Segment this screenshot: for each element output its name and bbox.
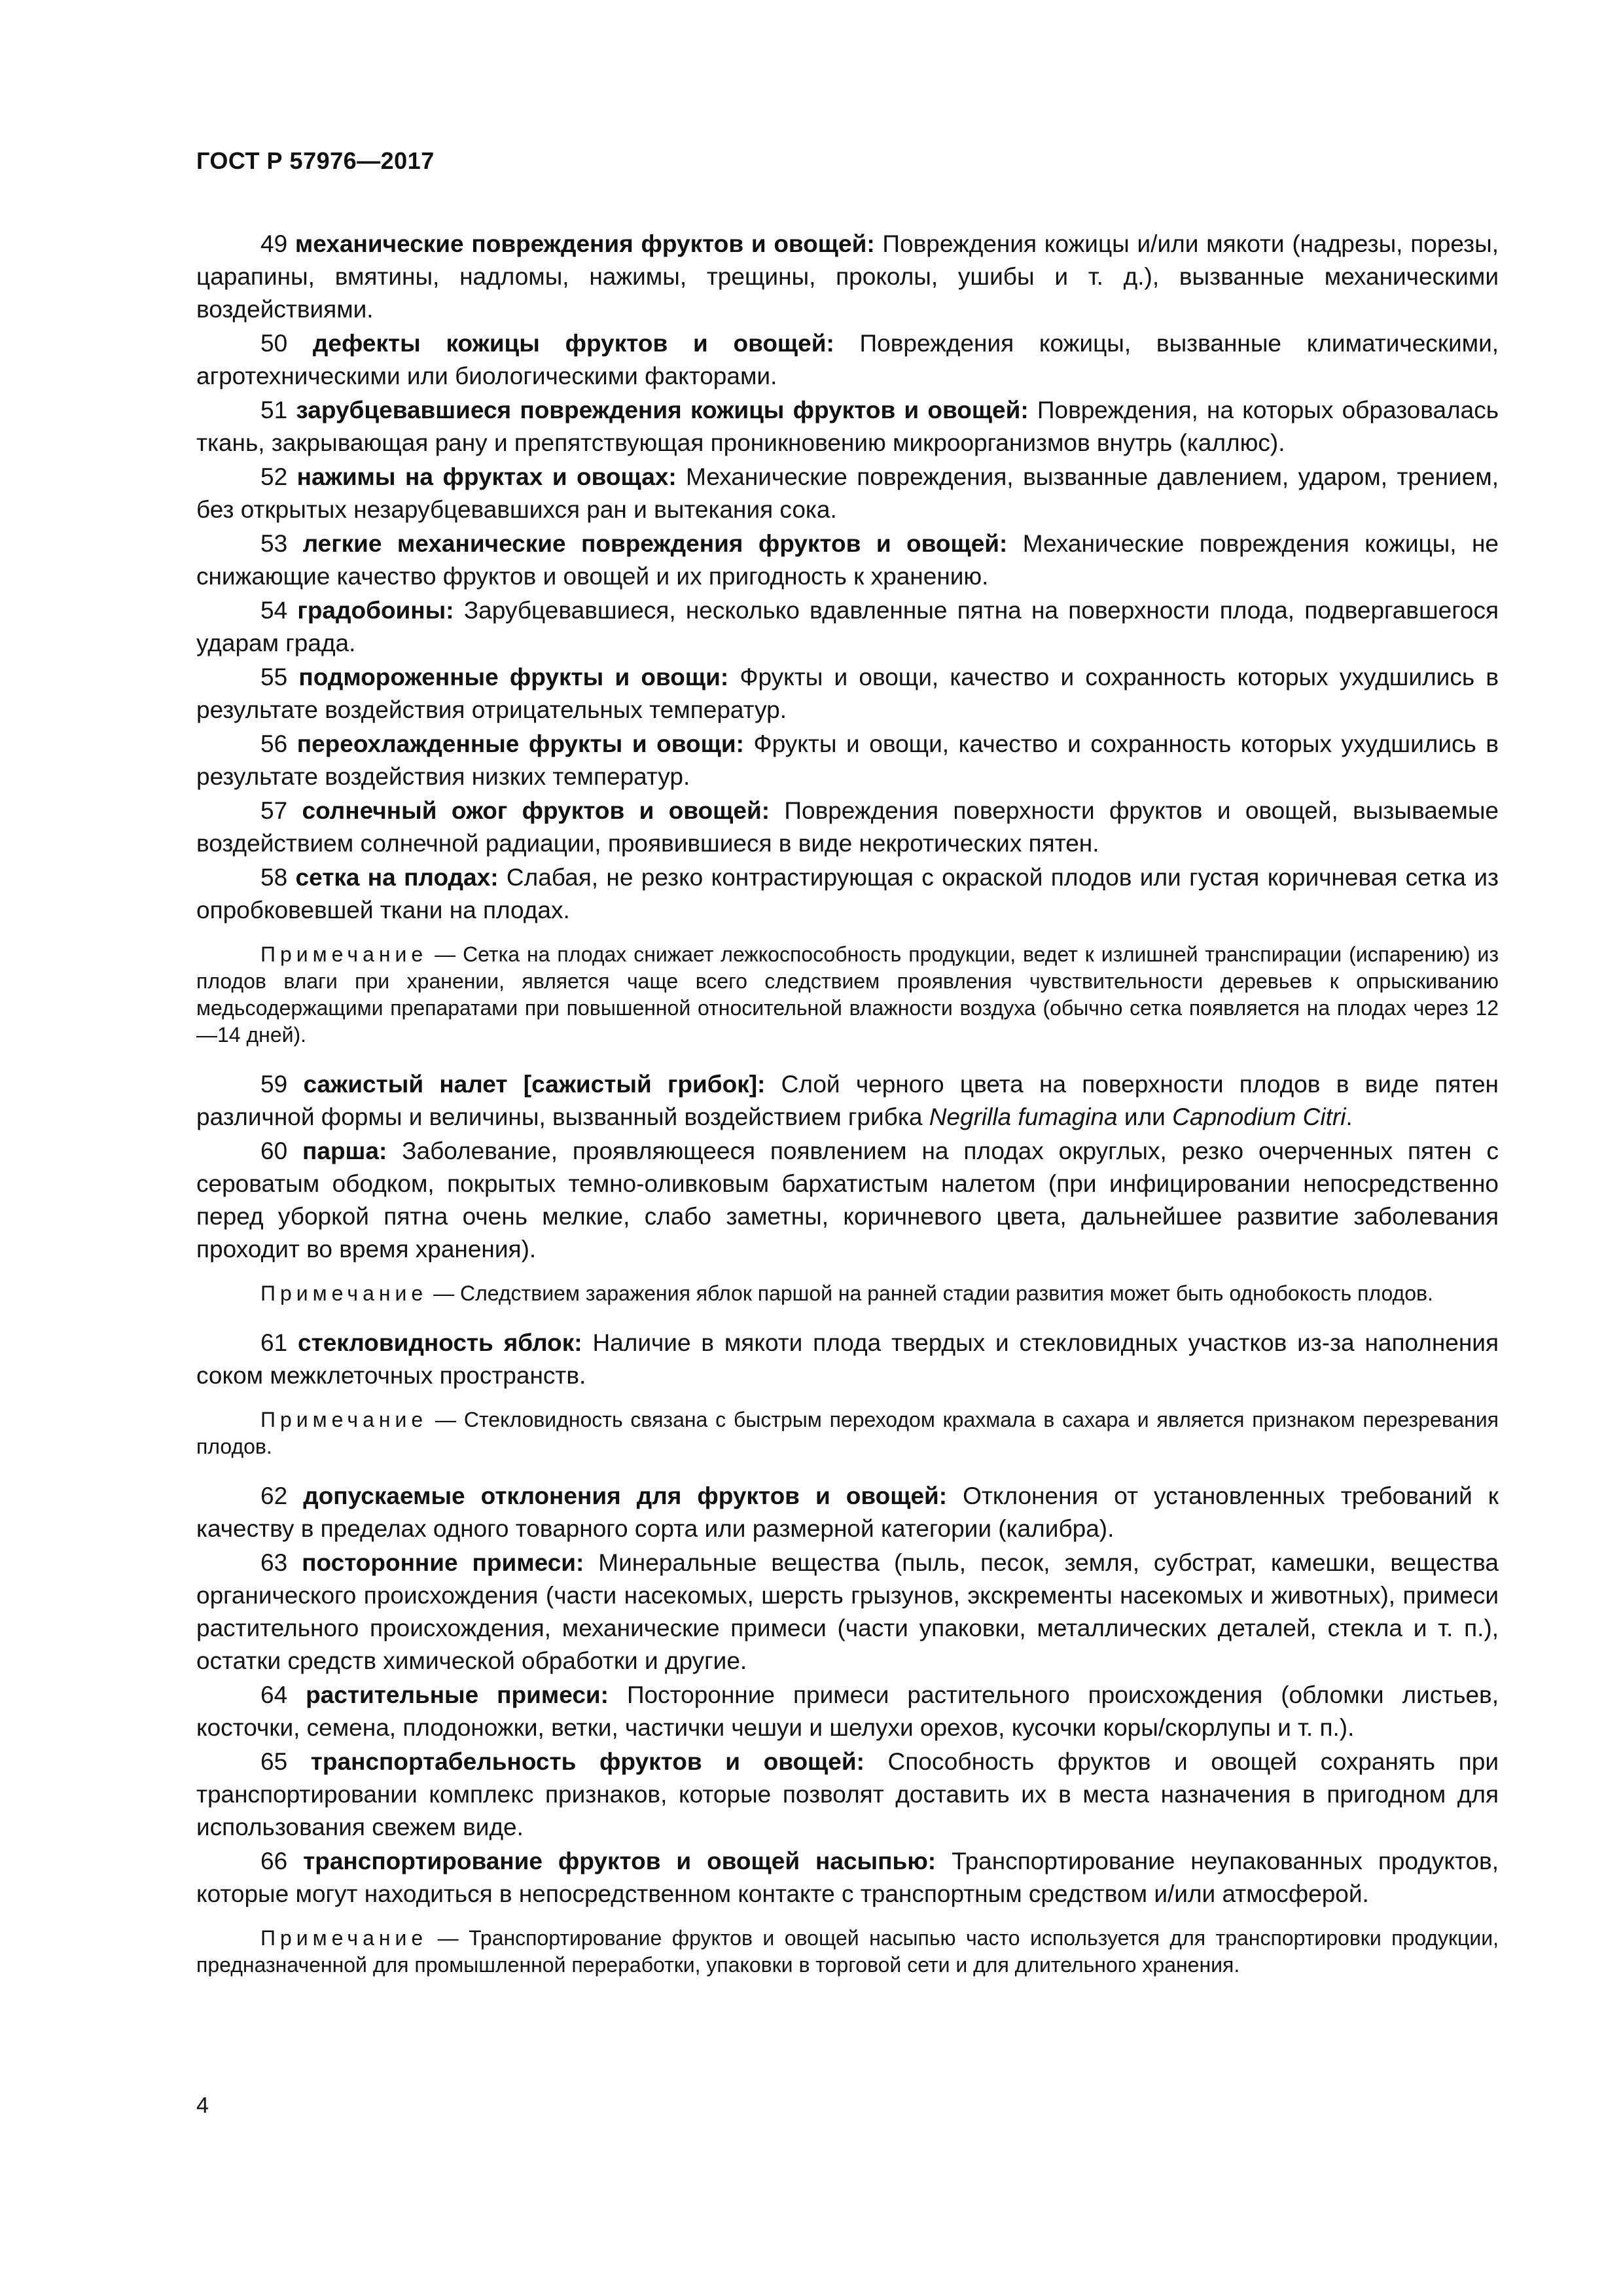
note-60 [196,1280,1499,1307]
term-definition: Способность фруктов и овощей сохранять при транспортировании комплекс признаков, которые позволят доставить их в места назначения в пригодном для использования свежем виде. [196,1748,1499,1840]
term-entry-58 [196,861,1499,927]
note-label: Примечание [260,1926,428,1950]
term-definition-end: . [1346,1103,1353,1130]
term-definition: Наличие в мякоти плода твердых и стекловидных участков из-за наполнения соком межклеточных пространств. [196,1329,1499,1389]
term-entry-61 [196,1327,1499,1392]
term-number: 51 [260,397,288,423]
term-entry-56 [196,728,1499,793]
term-definition: Повреждения, на которых образовалась ткань, закрывающая рану и препятствующая проникновению микроорганизмов внутрь (каллюс). [196,397,1499,456]
term-number: 57 [260,797,288,824]
term-entry-64 [196,1679,1499,1744]
term-number: 59 [260,1071,288,1098]
term-entry-65 [196,1746,1499,1844]
term-name: механические повреждения фруктов и овощей: [294,230,875,257]
term-definition: Слабая, не резко контрастирующая с окраской плодов или густая коричневая сетка из опробковевшей ткани на плодах. [196,864,1499,924]
term-number: 52 [260,463,288,490]
note-dash: — [427,1408,464,1431]
term-number: 49 [260,230,288,257]
term-name: градобоины: [297,597,454,624]
species-name: Negrilla fumagina [929,1103,1118,1130]
term-definition: Повреждения поверхности фруктов и овощей, вызываемые воздействием солнечной радиации, проявившиеся в виде некротических пятен. [196,797,1499,857]
term-name: нажимы на фруктах и овощах: [296,463,677,490]
term-entry-62 [196,1480,1499,1545]
note-dash: — [427,1282,460,1305]
note-text: Стекловидность связана с быстрым переходом крахмала в сахара и является признаком перезревания плодов. [196,1408,1499,1458]
term-entry-60 [196,1135,1499,1266]
note-label: Примечание [260,1282,428,1305]
term-definition: Посторонние примеси растительного происхождения (обломки листьев, косточки, семена, плодоножки, ветки, частички чешуи и шелухи орехов, кусочки коры/скорлупы и т. п.). [196,1681,1499,1741]
term-entry-50 [196,327,1499,393]
term-entry-55 [196,661,1499,726]
term-number: 53 [260,530,288,557]
term-definition: Отклонения от установленных требований к качеству в пределах одного товарного сорта или размерной категории (калибра). [196,1482,1499,1542]
term-name: транспортабельность фруктов и овощей: [310,1748,865,1775]
term-definition: Механические повреждения кожицы, не снижающие качество фруктов и овощей и их пригодность к хранению. [196,530,1499,590]
term-definition: Заболевание, проявляющееся появлением на плодах округлых, резко очерченных пятен с сероватым ободком, покрытых темно-оливковым бархатистым налетом (при инфицировании непосредственно перед уборкой пятна очень мелкие, слабо заметны, коричневого цвета, дальнейшее развитие заболевания проходит во время хранения). [196,1138,1499,1263]
term-name: сетка на плодах: [295,864,499,891]
term-name: стекловидность яблок: [298,1329,582,1356]
term-name: легкие механические повреждения фруктов и овощей: [302,530,1008,557]
term-number: 56 [260,730,288,757]
term-number: 55 [260,664,288,691]
term-entry-59 [196,1068,1499,1134]
term-entry-53 [196,528,1499,593]
note-61 [196,1407,1499,1460]
term-definition-connector: или [1117,1103,1173,1130]
term-entry-54 [196,594,1499,660]
note-label: Примечание [260,942,428,966]
term-name: растительные примеси: [306,1681,609,1708]
note-text: Транспортирование фруктов и овощей насыпью часто используется для транспортировки продукции, предназначенной для промышленной переработки, упаковки в торговой сети и для длительного хранения. [196,1926,1499,1977]
term-entry-49 [196,228,1499,326]
term-number: 60 [260,1138,288,1164]
term-number: 66 [260,1848,288,1874]
note-text: Сетка на плодах снижает лежкоспособность продукции, ведет к излишней транспирации (испарению) из плодов влаги при хранении, является чаще всего следствием проявления чувствительности деревьев к опрыскиванию медьсодержащими препаратами при повышенной относительной влажности воздуха (обычно сетка появляется на плодах через 12—14 дней). [196,942,1499,1047]
term-number: 61 [260,1329,288,1356]
term-name: подмороженные фрукты и овощи: [298,664,729,691]
term-name: солнечный ожог фруктов и овощей: [302,797,770,824]
term-number: 54 [260,597,288,624]
term-number: 64 [260,1681,288,1708]
page-content [196,228,1499,1998]
term-number: 65 [260,1748,288,1775]
term-name: сажистый налет [сажистый грибок]: [303,1071,766,1098]
term-name: зарубцевавшиеся повреждения кожицы фруктов и овощей: [296,397,1029,423]
term-definition: Фрукты и овощи, качество и сохранность которых ухудшились в результате воздействия низких температур. [196,730,1499,790]
term-definition: Повреждения кожицы, вызванные климатическими, агротехническими или биологическими факторами. [196,330,1499,389]
term-name: посторонние примеси: [302,1549,584,1576]
term-definition: Слой черного цвета на поверхности плодов в виде пятен различной формы и величины, вызванный воздействием грибка [196,1071,1499,1130]
page-number: 4 [196,2093,209,2118]
term-definition: Фрукты и овощи, качество и сохранность которых ухудшились в результате воздействия отрицательных температур. [196,664,1499,723]
term-definition: Минеральные вещества (пыль, песок, земля, субстрат, камешки, вещества органического происхождения (части насекомых, шерсть грызунов, экскременты насекомых и животных), примеси растительного происхождения, механические примеси (части упаковки, металлических деталей, стекла и т. п.), остатки средств химической обработки и другие. [196,1549,1499,1674]
note-58 [196,941,1499,1049]
term-entry-52 [196,461,1499,526]
term-number: 63 [260,1549,288,1576]
term-definition: Зарубцевавшиеся, несколько вдавленные пятна на поверхности плода, подвергавшегося ударам града. [196,597,1499,656]
term-entry-63 [196,1547,1499,1677]
term-entry-51 [196,394,1499,459]
note-text: Следствием заражения яблок паршой на ранней стадии развития может быть однобокость плодов. [460,1282,1433,1305]
note-dash: — [427,1926,469,1950]
term-number: 62 [260,1482,288,1509]
term-name: парша: [302,1138,387,1164]
note-dash: — [427,942,463,966]
term-number: 58 [260,864,288,891]
term-entry-57 [196,795,1499,860]
note-label: Примечание [260,1408,428,1431]
page-header: ГОСТ Р 57976—2017 [196,147,435,174]
term-definition: Механические повреждения, вызванные давлением, ударом, трением, без открытых незарубцевавшихся ран и вытекания сока. [196,463,1499,523]
term-name: дефекты кожицы фруктов и овощей: [312,330,834,357]
term-name: допускаемые отклонения для фруктов и овощей: [303,1482,948,1509]
term-number: 50 [260,330,288,357]
term-name: транспортирование фруктов и овощей насыпью: [303,1848,936,1874]
term-definition: Транспортирование неупакованных продуктов, которые могут находиться в непосредственном контакте с транспортным средством и/или атмосферой. [196,1848,1499,1907]
note-66 [196,1925,1499,1979]
term-definition: Повреждения кожицы и/или мякоти (надрезы, порезы, царапины, вмятины, надломы, нажимы, трещины, проколы, ушибы и т. д.), вызванные механическими воздействиями. [196,230,1499,323]
term-entry-66 [196,1845,1499,1910]
species-name: Capnodium Citri [1172,1103,1346,1130]
term-name: переохлажденные фрукты и овощи: [296,730,744,757]
